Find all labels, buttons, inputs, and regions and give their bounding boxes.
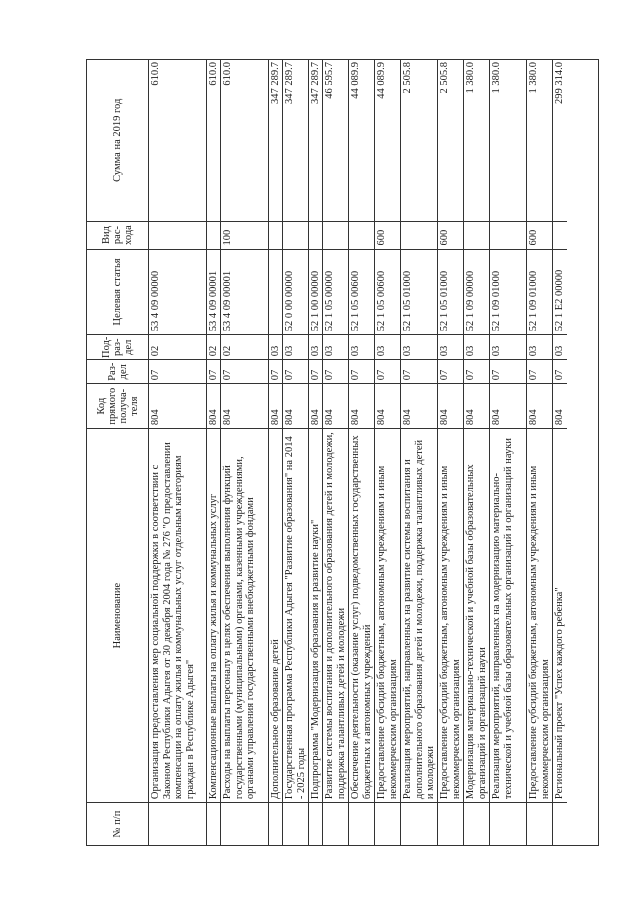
- cell-num: [401, 802, 437, 845]
- cell-target: 52 1 09 01000: [490, 249, 526, 335]
- cell-target: 52 0 00 00000: [283, 249, 308, 335]
- cell-num: [490, 802, 526, 845]
- cell-name: Реализация мероприятий, направленных на развитие системы воспитания и дополнительного образования детей и молодежи, поддержка талантливых детей и молодежи: [401, 428, 437, 802]
- header-target: Целевая статья: [87, 249, 148, 335]
- cell-subsection: 03: [309, 334, 322, 359]
- cell-subsection: 03: [527, 334, 552, 359]
- cell-expense-type: 600: [438, 221, 463, 249]
- cell-section: 07: [207, 359, 220, 383]
- cell-target: 52 1 05 00600: [375, 249, 400, 335]
- cell-num: [283, 802, 308, 845]
- cell-expense-type: [283, 221, 308, 249]
- cell-target: 53 4 09 00001: [221, 249, 268, 335]
- table-row: [323, 60, 349, 845]
- cell-target: 52 1 05 01000: [438, 249, 463, 335]
- cell-target: 52 1 E2 00000: [553, 249, 567, 335]
- cell-subsection: 03: [283, 334, 308, 359]
- cell-amount: 347 289.7: [310, 62, 321, 104]
- cell-target: 53 4 09 00001: [207, 249, 220, 335]
- cell-section: 07: [283, 359, 308, 383]
- cell-name: Дополнительное образование детей: [269, 428, 282, 802]
- table-row: [438, 60, 464, 845]
- table-header-row: [87, 60, 149, 845]
- cell-amount: 610.0: [222, 62, 233, 86]
- cell-num: [349, 802, 374, 845]
- cell-section: 07: [375, 359, 400, 383]
- cell-subsection: 03: [269, 334, 282, 359]
- cell-section: 07: [490, 359, 526, 383]
- table-row: [149, 60, 207, 845]
- cell-amount: 1 380.0: [528, 62, 539, 94]
- cell-amount: 610.0: [208, 62, 219, 86]
- cell-name: Компенсационные выплаты на оплату жилья и коммунальных услуг: [207, 428, 220, 802]
- cell-num: [149, 802, 206, 845]
- cell-expense-type: [464, 221, 489, 249]
- cell-section: 07: [269, 359, 282, 383]
- cell-name: Предоставление субсидий бюджетным, автономным учреждениям и иным некоммерческим организациям: [438, 428, 463, 802]
- cell-amount: 46 595.7: [324, 62, 335, 99]
- header-amount: Сумма на 2019 год: [112, 98, 123, 182]
- cell-name: Обеспечение деятельности (оказание услуг) подведомственных государственных бюджетных и автономных учреждений: [349, 428, 374, 802]
- header-subsection: Под- раз- дел: [87, 334, 148, 359]
- cell-num: [207, 802, 220, 845]
- header-name: Наименование: [87, 428, 148, 802]
- cell-name: Организация предоставления мер социальной поддержки в соответствии с Законом Республики Адыгея от 30 декабря 2004 года № 276 "О предоставлении компенсации на оплату жилья и коммунальных услуг отдельным категориям граждан в Республике Адыгея": [149, 428, 206, 802]
- cell-amount: 1 380.0: [465, 62, 476, 94]
- cell-code: 804: [283, 383, 308, 428]
- cell-num: [375, 802, 400, 845]
- cell-num: [269, 802, 282, 845]
- cell-num: [309, 802, 322, 845]
- cell-amount: 347 289.7: [270, 62, 281, 104]
- cell-num: [553, 802, 567, 845]
- cell-name: Развитие системы воспитания и дополнительного образования детей и молодежи, поддержка талантливых детей и молодежи: [323, 428, 348, 802]
- cell-expense-type: [149, 221, 206, 249]
- cell-num: [221, 802, 268, 845]
- table-row: [553, 60, 567, 845]
- header-num: № п/п: [87, 802, 148, 845]
- cell-subsection: 03: [375, 334, 400, 359]
- cell-name: Государственная программа Республики Адыгея "Развитие образования" на 2014 - 2025 годы: [283, 428, 308, 802]
- cell-amount: 2 505.8: [402, 62, 413, 94]
- cell-name: Региональный проект "Успех каждого ребенка": [553, 428, 567, 802]
- table-row: [309, 60, 323, 845]
- cell-code: 804: [149, 383, 206, 428]
- table-row: [375, 60, 401, 845]
- cell-expense-type: [401, 221, 437, 249]
- cell-section: 07: [553, 359, 567, 383]
- cell-target: 52 1 05 00600: [349, 249, 374, 335]
- cell-section: 07: [149, 359, 206, 383]
- cell-section: 07: [464, 359, 489, 383]
- cell-name: Подпрограмма "Модернизация образования и развитие науки": [309, 428, 322, 802]
- cell-subsection: 03: [490, 334, 526, 359]
- cell-subsection: 03: [438, 334, 463, 359]
- cell-num: [527, 802, 552, 845]
- table-row: [221, 60, 269, 845]
- cell-name: Реализация мероприятий, направленных на модернизацию материально-технической и учебной базы образовательных организаций и организаций науки: [490, 428, 526, 802]
- cell-section: 07: [401, 359, 437, 383]
- cell-amount: 1 380.0: [491, 62, 502, 94]
- cell-target: 52 1 05 01000: [401, 249, 437, 335]
- cell-target: 52 1 09 00000: [464, 249, 489, 335]
- cell-subsection: 02: [149, 334, 206, 359]
- cell-section: 07: [438, 359, 463, 383]
- cell-code: 804: [375, 383, 400, 428]
- cell-code: 804: [553, 383, 567, 428]
- cell-subsection: 03: [349, 334, 374, 359]
- cell-name: Расходы на выплаты персоналу в целях обеспечения выполнения функций государственными (муниципальными) органами, казенными учреждениями, органами управления государственными внебюджетными фондами: [221, 428, 268, 802]
- cell-code: 804: [401, 383, 437, 428]
- cell-num: [438, 802, 463, 845]
- cell-code: 804: [349, 383, 374, 428]
- cell-expense-type: [207, 221, 220, 249]
- cell-section: 07: [527, 359, 552, 383]
- cell-num: [464, 802, 489, 845]
- budget-table-container: [86, 59, 599, 846]
- cell-target: 52 1 09 01000: [527, 249, 552, 335]
- cell-code: 804: [207, 383, 220, 428]
- cell-amount: 347 289.7: [284, 62, 295, 104]
- cell-subsection: 02: [221, 334, 268, 359]
- cell-section: 07: [349, 359, 374, 383]
- table-row: [269, 60, 283, 845]
- cell-expense-type: [490, 221, 526, 249]
- table-row: [283, 60, 309, 845]
- cell-name: Предоставление субсидий бюджетным, автономным учреждениям и иным некоммерческим организациям: [527, 428, 552, 802]
- cell-expense-type: 600: [375, 221, 400, 249]
- cell-expense-type: [349, 221, 374, 249]
- cell-code: 804: [221, 383, 268, 428]
- cell-name: Предоставление субсидий бюджетным, автономным учреждениям и иным некоммерческим организациям: [375, 428, 400, 802]
- header-expense-type: Вид рас- хода: [87, 221, 148, 249]
- table-row: [207, 60, 221, 845]
- table-row: [490, 60, 527, 845]
- cell-expense-type: [269, 221, 282, 249]
- cell-target: [269, 249, 282, 335]
- cell-num: [323, 802, 348, 845]
- cell-code: 804: [527, 383, 552, 428]
- cell-code: 804: [490, 383, 526, 428]
- table-row: [349, 60, 375, 845]
- cell-target: 52 1 00 00000: [309, 249, 322, 335]
- cell-expense-type: [553, 221, 567, 249]
- table-row: [527, 60, 553, 845]
- cell-subsection: 03: [401, 334, 437, 359]
- cell-amount: 2 505.8: [439, 62, 450, 94]
- cell-name: Модернизация материально-технической и учебной базы образовательных организаций и организаций науки: [464, 428, 489, 802]
- cell-code: 804: [309, 383, 322, 428]
- table-row: [464, 60, 490, 845]
- cell-section: 07: [221, 359, 268, 383]
- cell-code: 804: [438, 383, 463, 428]
- budget-table: [86, 59, 599, 846]
- header-section: Раз- дел: [87, 359, 148, 383]
- cell-expense-type: [323, 221, 348, 249]
- cell-code: 804: [269, 383, 282, 428]
- cell-amount: 44 089.9: [376, 62, 387, 99]
- cell-code: 804: [323, 383, 348, 428]
- cell-amount: 44 089.9: [350, 62, 361, 99]
- cell-section: 07: [309, 359, 322, 383]
- cell-expense-type: 100: [221, 221, 268, 249]
- cell-section: 07: [323, 359, 348, 383]
- cell-expense-type: 600: [527, 221, 552, 249]
- cell-amount: 610.0: [150, 62, 161, 86]
- cell-subsection: 03: [553, 334, 567, 359]
- header-code: Код прямого получа- теля: [87, 383, 148, 428]
- cell-code: 804: [464, 383, 489, 428]
- cell-amount: 299 314.0: [554, 62, 565, 104]
- cell-expense-type: [309, 221, 322, 249]
- cell-target: 52 1 05 00000: [323, 249, 348, 335]
- cell-target: 53 4 09 00000: [149, 249, 206, 335]
- cell-subsection: 03: [323, 334, 348, 359]
- cell-subsection: 03: [464, 334, 489, 359]
- table-row: [401, 60, 438, 845]
- cell-subsection: 02: [207, 334, 220, 359]
